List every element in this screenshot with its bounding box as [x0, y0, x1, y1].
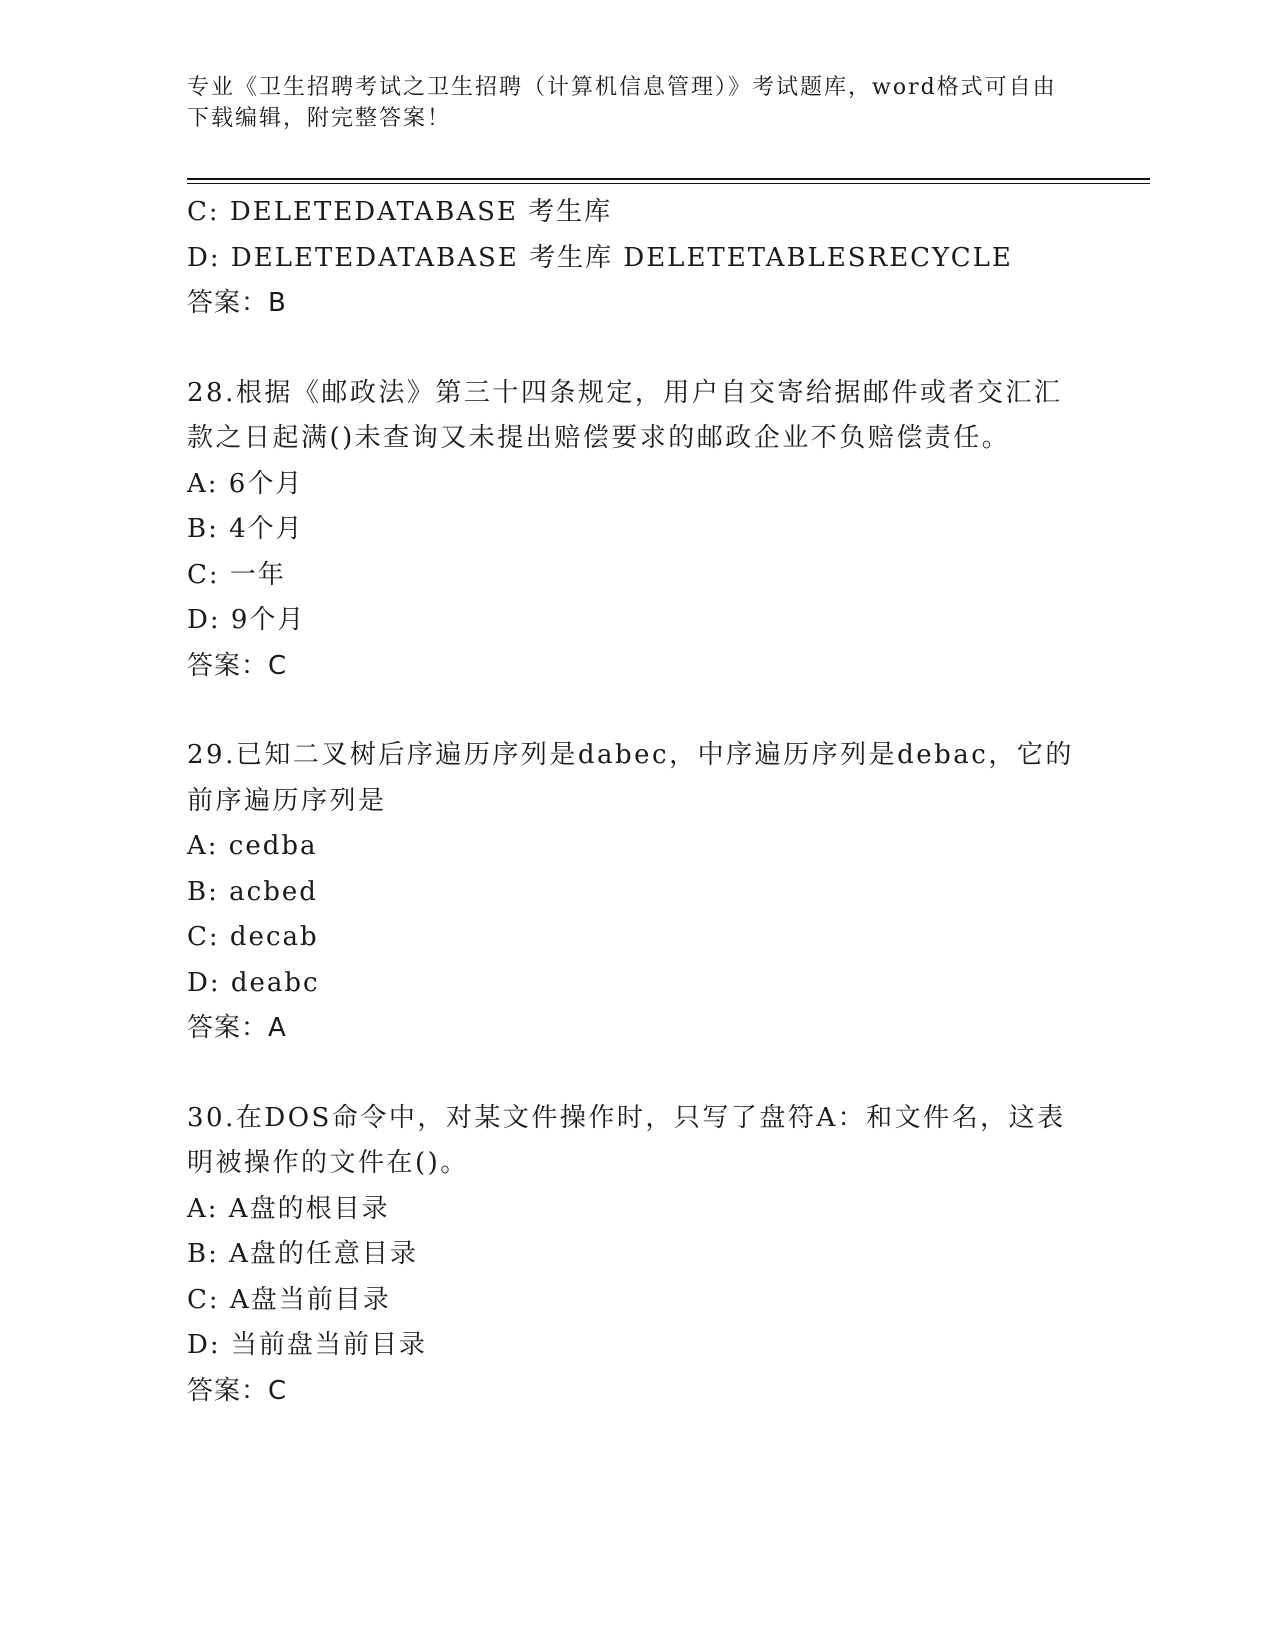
- option-b: B: acbed: [187, 876, 318, 907]
- question-30: [187, 1096, 1087, 1415]
- header-divider-thin: [187, 183, 1150, 184]
- option-d: D: DELETEDATABASE 考生库 DELETETABLESRECYCLE: [187, 242, 1013, 273]
- option-b: B: 4个月: [187, 514, 304, 544]
- question-text: 29.已知二叉树后序遍历序列是dabec，中序遍历序列是debac，它的前序遍历序列是: [187, 740, 1074, 816]
- question-list: [187, 190, 1087, 1414]
- header-divider-thick: [187, 178, 1150, 180]
- answer-line: 答案：C: [187, 650, 288, 681]
- spacer: [187, 689, 1087, 733]
- question-text: 28.根据《邮政法》第三十四条规定，用户自交寄给据邮件或者交汇汇款之日起满()未查询又未提出赔偿要求的邮政企业不负赔偿责任。: [187, 377, 1063, 453]
- answer-line: 答案：B: [187, 288, 287, 318]
- answer-line: 答案：C: [187, 1375, 288, 1406]
- header-description: 专业《卫生招聘考试之卫生招聘（计算机信息管理）》考试题库，word格式可自由下载编辑，附完整答案！: [187, 75, 1057, 131]
- option-c: C: 一年: [187, 559, 286, 590]
- option-b: B: A盘的任意目录: [187, 1239, 418, 1269]
- option-d: D: deabc: [187, 967, 320, 998]
- option-c: C: DELETEDATABASE 考生库: [187, 197, 613, 227]
- option-a: A: A盘的根目录: [187, 1193, 390, 1224]
- question-29: [187, 733, 1087, 1052]
- option-d: D: 9个月: [187, 605, 306, 635]
- spacer: [187, 327, 1087, 371]
- question-text: 30.在DOS命令中，对某文件操作时，只写了盘符A：和文件名，这表明被操作的文件在()。: [187, 1102, 1066, 1178]
- option-c: C: A盘当前目录: [187, 1284, 391, 1315]
- document-header: [187, 72, 1067, 134]
- option-a: A: cedba: [187, 831, 318, 861]
- option-c: C: decab: [187, 922, 319, 952]
- option-d: D: 当前盘当前目录: [187, 1330, 427, 1360]
- spacer: [187, 1052, 1087, 1096]
- continued-question: [187, 190, 1087, 327]
- answer-line: 答案：A: [187, 1013, 287, 1043]
- question-28: [187, 371, 1087, 690]
- option-a: A: 6个月: [187, 468, 304, 499]
